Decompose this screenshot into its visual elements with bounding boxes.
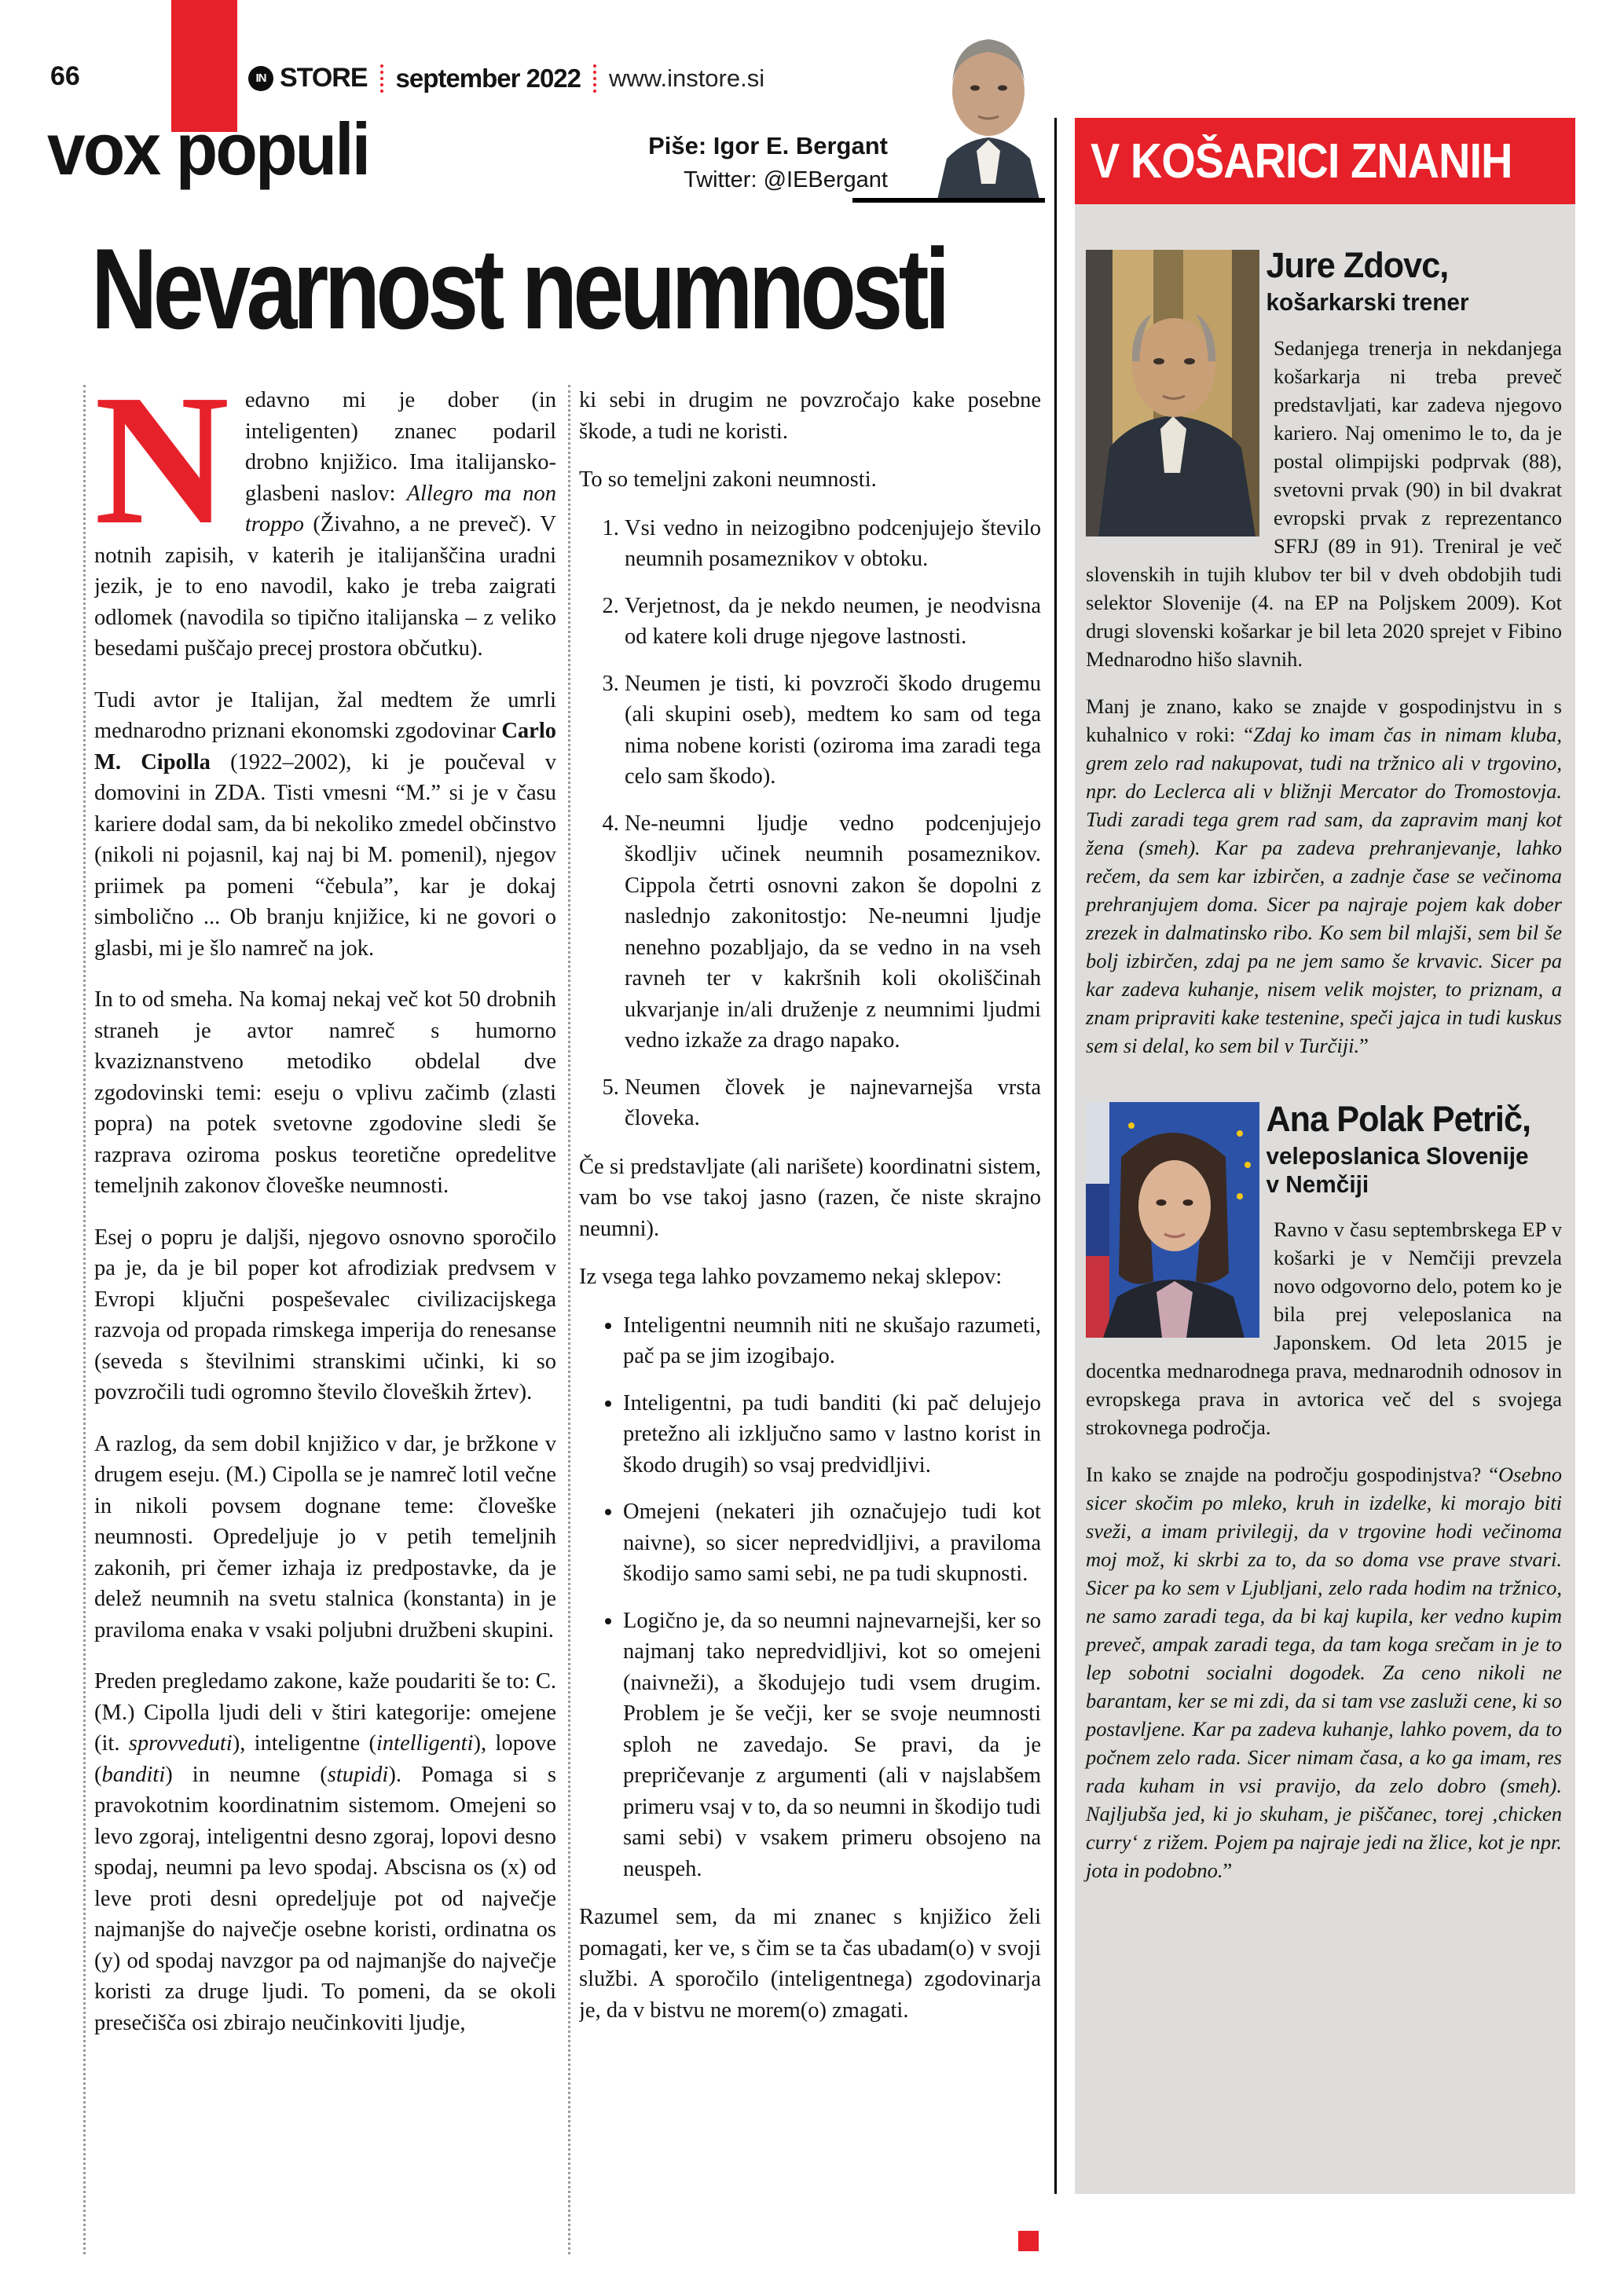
- profile-name: Jure Zdovc,: [1266, 245, 1449, 285]
- paragraph: Če si predstavljate (ali narišete) koordinatni sistem, vam bo vse takoj jasno (razen, če niste skrajno neumni).: [579, 1154, 1041, 1241]
- sidebar-banner-title: V KOŠARICI ZNANIH: [1091, 134, 1512, 189]
- column-dotted-rule-middle: [568, 385, 570, 2254]
- article-column-2: [579, 385, 1041, 2270]
- igor-bergant-photo: [929, 16, 1043, 200]
- byline-twitter: Twitter: @IEBergant: [684, 167, 888, 192]
- paragraph: Nedavno mi je dober (in inteligenten) znanec podaril drobno knjižico. Ima italijansko-glasbeni naslov: Allegro ma non troppo (Živahno, a ne preveč). V notnih zapisih, v katerih je italijanščina uradni jezik, je to eno navodil, kako je treba zaigrati odlomek (navodila so tipično italijanska – z veliko besedami puščajo precej prostora občutku).: [94, 385, 556, 661]
- paragraph: Preden pregledamo zakone, kaže poudariti še to: C. (M.) Cipolla ljudi deli v štiri kategorije: omejene (it. sprovveduti), inteligentne (intelligenti), lopove (banditi) in neumne (stupidi). Pomaga si s pravokotnim koordinatnim sistemom. Omejeni so levo zgoraj, inteligentni desno zgoraj, lopovi desno spodaj, neumni pa levo spodaj. Abscisna os (x) od leve proti desni opredeljuje pot od največje najmanjše do največje osebne koristi, ordinatna os (y) od spodaj navzgor pa od najmanjše do največje koristi za druge ljudi. To pomeni, da se okoli presečišča osi zbirajo neučinkoviti ljudje,: [94, 1669, 556, 2035]
- sidebar-divider-rule: [1054, 118, 1057, 2194]
- conclusion-item: • Inteligentni, pa tudi banditi (ki pač delujejo pretežno ali izključno samo v lastno korist in škodo drugih) so vsaj predvidljivi.: [623, 1388, 1041, 1481]
- paragraph: Iz vsega tega lahko povzamemo nekaj sklepov:: [579, 1265, 1003, 1289]
- drop-cap: N: [94, 385, 229, 563]
- profile-paragraph: Sedanjega trenerja in nekdanjega košarkarja ni treba preveč predstavljati, kar zadeva njegovo kariero. Naj omenimo le to, da je postal olimpijski podprvak (88), svetovni prvak (90) in bil dvakrat evropski prvak z reprezentanco SFRJ (89 in 91). Treniral je več slovenskih in tujih klubov ter bil v dveh obdobjih tudi selektor Slovenije (4. na EP na Poljskem 2009). Kot drugi slovenski košarkar je bil leta 2020 sprejet v Fibino Mednarodno hišo slavnih.: [1086, 335, 1562, 671]
- law-item: 1. Vsi vedno in neizogibno podcenjujejo število neumnih posameznikov v obtoku.: [625, 513, 1041, 575]
- website-url: www.instore.si: [609, 64, 765, 92]
- sidebar-banner: [1075, 118, 1575, 204]
- profile-ana-polak-petric: [1086, 1078, 1562, 1885]
- masthead: [248, 63, 764, 93]
- dotted-separator: [593, 64, 596, 93]
- profile-role: veleposlanica Slovenije: [1266, 1142, 1529, 1170]
- byline-author: Piše: Igor E. Bergant: [648, 132, 888, 159]
- paragraph: In to od smeha. Na komaj nekaj več kot 50 drobnih straneh je avtor namreč s humorno kvaziznanstveno metodiko obdelal dve zgodovinski temi: eseju o vplivu začimb (zlasti popra) na potek svetovne zgodovine sledi še razprava oziroma poskus teoretične opredelitve temeljnih zakonov človeške neumnosti.: [94, 987, 556, 1198]
- profile-paragraph: In kako se znajde na področju gospodinjstva? “Osebno sicer skočim po mleko, kruh in izdelke, ki morajo biti sveži, a imam privilegij, da v trgovine hodi večinoma moj mož, ki skrbi za to, da so doma vse prave stvari. Sicer pa ko sem v Ljubljani, zelo rada hodim na tržnico, ne samo zaradi tega, da bi kaj kupila, ker vedno kupim preveč, ampak zaradi tega, da tam koga srečam in je to lep sobotni socialni dogodek. Za ceno nikoli ne barantam, ker se mi zdi, da si tam vse zasluži cene, ki so postavljene. Kar pa zadeva kuhanje, lahko povem, da to počnem zelo rada. Sicer nimam časa, a ko ga imam, res rada kuham in vsi pravijo, da zelo dobro (smeh). Najljubša jed, ki jo skuham, je piščanec, torej ‚chicken curry‘ z rižem. Pojem pa najraje jedi na žlice, kot je npr. jota in podobno.”: [1086, 1463, 1562, 1883]
- dotted-separator: [380, 64, 383, 93]
- instore-logo-icon: IN: [248, 66, 273, 91]
- law-item: 4. Ne-neumni ljudje vedno podcenjujejo škodljiv učinek neumnih posameznikov. Cippola četrti osnovni zakon še dopolni z naslednjo zakonitostjo: Ne-neumni ljudje nenehno pozabljajo, da se vedno in na vseh ravneh ter v kakršnih koli okoliščinah ukvarjanje in/ali druženje z neumnimi ljudmi vedno izkaže za drago napako.: [625, 808, 1041, 1056]
- article-column-1: [94, 385, 556, 2270]
- issue-date: september 2022: [395, 63, 581, 93]
- column-dotted-rule-left: [83, 385, 86, 2254]
- profile-role: košarkarski trener: [1266, 288, 1469, 317]
- conclusion-item: • Inteligentni neumnih niti ne skušajo razumeti, pač pa se jim izogibajo.: [623, 1310, 1041, 1372]
- instore-logo-text: STORE: [280, 63, 368, 93]
- profile-role-line2: v Nemčiji: [1266, 1170, 1369, 1198]
- profile-jure-zdovc: [1086, 247, 1562, 1060]
- article-headline: Nevarnost neumnosti: [91, 225, 946, 353]
- paragraph: To so temeljni zakoni neumnosti.: [579, 467, 877, 492]
- paragraph: Razumel sem, da mi znanec s knjižico želi pomagati, ker ve, s čim se ta čas ubadam(o) v svoji službi. A sporočilo (inteligentnega) zgodovinarja je, da v bistvu ne morem(o) zmagati.: [579, 1905, 1041, 2023]
- paragraph: A razlog, da sem dobil knjižico v dar, je bržkone v drugem eseju. (M.) Cipolla se je namreč lotil večne in nikoli povsem dognane teme: človeške neumnosti. Opredeljuje jo v petih temeljnih zakonih, pri čemer izhaja iz predpostavke, da je delež neumnih na svetu stalnica (konstanta) in je praviloma enaka v vsaki poljubni družbeni skupini.: [94, 1431, 556, 1642]
- conclusion-item: • Omejeni (nekateri jih označujejo tudi kot naivne), so sicer nepredvidljivi, a praviloma škodijo samo sami sebi, ne pa tudi skupnosti.: [623, 1496, 1041, 1590]
- byline: [519, 132, 888, 193]
- profile-name: Ana Polak Petrič,: [1266, 1098, 1531, 1139]
- law-item: 5. Neumen človek je najnevarnejša vrsta človeka.: [625, 1072, 1041, 1134]
- paragraph: ki sebi in drugim ne povzročajo kake posebne škode, a tudi ne koristi.: [579, 388, 1041, 444]
- law-item: 3. Neumen je tisti, ki povzroči škodo drugemu (ali skupini oseb), medtem ko sam od tega nima nobene koristi (oziroma ima zaradi tega celo sam škodo).: [625, 668, 1041, 793]
- sidebar-panel: [1075, 204, 1575, 2194]
- conclusion-item: • Logično je, da so neumni najnevarnejši, ker so najmanj tako nepredvidljivi, kot so omejeni (naivneži), a škodujejo tudi vsem drugim. Problem je še večji, ker se svoje neumnosti sploh ne zavedajo. Se pravi, da je prepričevanje z argumenti (ali v najslabšem primeru vsaj v to, da so neumni in škodijo tudi sami sebi) v vsakem primeru obsojeno na neuspeh.: [623, 1606, 1041, 1885]
- paragraph: Tudi avtor je Italijan, žal medtem že umrli mednarodno priznani ekonomski zgodovinar Carlo M. Cipolla (1922–2002), ki je poučeval v domovini in ZDA. Tisti vmesni “M.” si je v času kariere dodal sam, da bi nekoliko zmedel občinstvo (nikoli ni pojasnil, kaj naj bi M. pomenil), njegov priimek pa pomeni “čebula”, kar je dokaj simbolično ... Ob branju knjižice, ki ne govori o glasbi, mi je šlo namreč na jok.: [94, 687, 556, 961]
- profile-paragraph: Manj je znano, kako se znajde v gospodinjstvu in s kuhalnico v roki: “Zdaj ko imam čas in nimam kluba, grem zelo rad nakupovat, tudi na tržnico ali v trgovino, npr. do Leclerca ali v bližnji Mercator do Tromostovja. Tudi zaradi tega grem rad sam, da zapravim manj kot žena (smeh). Kar pa zadeva prehranjevanje, lahko rečem, da sem kar izbirčen, a zadnje čase se večinoma prehranjujem doma. Sicer pa najraje pojem kak dober zrezek in dalmatinsko ribo. Ko sem bil mlajši, sem bil še bolj izbirčen, zdaj pa ne jem samo še krvavic. Sicer pa kar zadeva kuhanje, nisem velik mojster, to priznam, a znam pripraviti kake testenine, speči jajca in tudi kuskus sem si delal, ko sem bil v Turčiji.”: [1086, 694, 1562, 1057]
- conclusions-list: [579, 1310, 1041, 1885]
- page-number: 66: [50, 61, 80, 91]
- photo-baseline-rule: [852, 198, 1045, 203]
- paragraph: Esej o popru je daljši, njegovo osnovno sporočilo pa je, da je bil poper kot afrodiziak predvsem v Evropi ključni pospeševalec civilizacijskega razvoja od propada rimskega imperija do renesanse (seveda s številnimi stranskimi učinki, ki so povzročili tudi ogromno število človeških žrtev).: [94, 1225, 556, 1404]
- section-title: vox populi: [47, 108, 369, 190]
- profile-paragraph: Ravno v času septembrskega EP v košarki je v Nemčiji prevzela novo odgovorno delo, potem ko je bila prej veleposlanica na Japonskem. Od leta 2015 je docentka mednarodnega prava, mednarodnih odnosov in evropskega prava in avtorica več del s svojega strokovnega področja.: [1086, 1218, 1562, 1440]
- law-item: 2. Verjetnost, da je nekdo neumen, je neodvisna od katere koli druge njegove lastnosti.: [625, 591, 1041, 653]
- laws-list: [579, 513, 1041, 1134]
- article-end-mark: [1018, 2231, 1039, 2251]
